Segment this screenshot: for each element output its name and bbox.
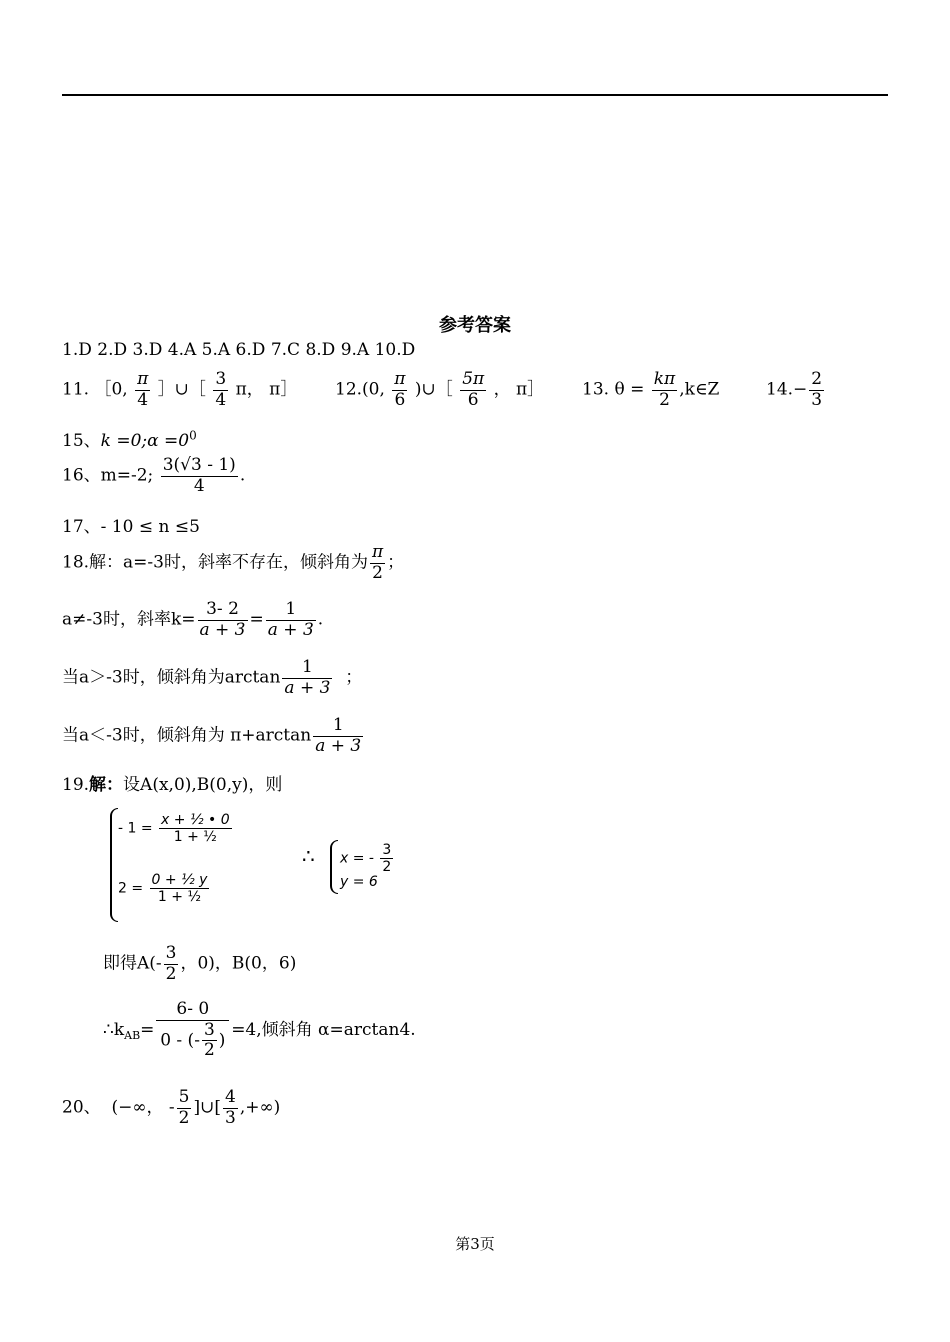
- q18-line1: 18.解：a=-3时，斜率不存在，倾斜角为 $\frac{\pi}{2}$ ；: [62, 542, 405, 583]
- q15: 15、k =0;α $=0^0$: [62, 428, 197, 451]
- result-x: x = - $\frac{3}{2}$: [340, 842, 392, 876]
- q13: 13. θ = $\frac{k\pi}{2}$ ,k∈Z: [582, 369, 720, 410]
- q17: 17、- 10 ≤ n ≤5: [62, 517, 200, 537]
- page-title: 参考答案: [439, 315, 511, 336]
- frac-get: $\frac{3}{2}$: [165, 943, 177, 984]
- q19-intro: 19.解：设A(x,0),B(0,y)，则: [62, 775, 283, 795]
- frac-q18-b: $\frac{1}{a + 3}$: [267, 599, 314, 640]
- page-footer: 第3页: [455, 1235, 495, 1253]
- q18-line2: a≠-3时，斜率k= $\frac{3- 2}{a + 3}$ = $\frac{1}{a + 3}$ .: [62, 599, 324, 640]
- frac-eq2: $\frac{\text{0 + ½ y}}{\text{1 + ½}}$: [151, 872, 208, 906]
- system-eq2: 2 = $\frac{\text{0 + ½ y}}{\text{1 + ½}}$: [118, 872, 208, 906]
- q14: 14.− $\frac{2}{3}$: [766, 369, 823, 410]
- q18-line4: 当a＜-3时，倾斜角为 π+arctan $\frac{1}{a + 3}$: [62, 715, 362, 756]
- frac-q18-c: $\frac{1}{a + 3}$: [284, 657, 331, 698]
- frac-q16: $\frac{3(√3 - 1)}{4}$: [162, 455, 236, 496]
- q12: 12.(0, $\frac{\pi}{6}$ )∪［ $\frac{5\pi}{6}$ ， π］: [335, 369, 545, 410]
- q19-slope: $\therefore k_{AB}=$ 6- 0 0 - (- $\frac{3}{2}$ ) =4,倾斜角 α=arctan4.: [103, 999, 416, 1061]
- choice-answers: 1.D 2.D 3.D 4.A 5.A 6.D 7.C 8.D 9.A 10.D: [62, 340, 416, 360]
- frac-3-over-4: $\frac{3}{4}$: [215, 369, 227, 410]
- frac-q18-d: $\frac{1}{a + 3}$: [315, 715, 362, 756]
- system-brace-right: [330, 840, 338, 894]
- q19-get: 即得A(- $\frac{3}{2}$ ，0)，B(0，6): [103, 943, 297, 984]
- frac-res1: $\frac{3}{2}$: [382, 842, 392, 876]
- frac-5pi-over-6: $\frac{5\pi}{6}$: [462, 369, 485, 410]
- q16: 16、m=-2; $\frac{3(√3 - 1)}{4}$ .: [62, 455, 246, 496]
- frac-pi-over-2: $\frac{\pi}{2}$: [371, 542, 384, 583]
- result-y: y = 6: [340, 874, 378, 890]
- frac-4-over-3: $\frac{4}{3}$: [224, 1087, 236, 1128]
- frac-pi-over-4: $\frac{\pi}{4}$: [137, 369, 149, 410]
- system-eq1: - 1 = $\frac{\text{x + ½ • 0}}{\text{1 + ½}}$: [118, 812, 230, 846]
- q18-line3: 当a＞-3时，倾斜角为arctan $\frac{1}{a + 3}$ ；: [62, 657, 363, 698]
- header-rule: [62, 94, 888, 96]
- therefore-symbol: ∴: [302, 844, 315, 868]
- q11: 11. ［0, $\frac{\pi}{4}$ ］∪［ $\frac{3}{4}$ π， π］: [62, 369, 298, 410]
- frac-pi-over-6: $\frac{\pi}{6}$: [394, 369, 406, 410]
- frac-2-over-3: $\frac{2}{3}$: [811, 369, 823, 410]
- frac-kpi-over-2: $\frac{k\pi}{2}$: [653, 369, 676, 410]
- frac-slope: 6- 0 0 - (- $\frac{3}{2}$ ): [156, 1000, 229, 1061]
- frac-q18-a: $\frac{3- 2}{a + 3}$: [199, 599, 246, 640]
- frac-eq1: $\frac{\text{x + ½ • 0}}{\text{1 + ½}}$: [161, 812, 230, 846]
- system-brace-left: [110, 808, 118, 922]
- frac-slope-inner: $\frac{3}{2}$: [203, 1019, 215, 1061]
- frac-5-over-2: $\frac{5}{2}$: [178, 1087, 190, 1128]
- q20: 20、 (−∞， - $\frac{5}{2}$ ]∪[ $\frac{4}{3}$ ,+∞): [62, 1087, 281, 1128]
